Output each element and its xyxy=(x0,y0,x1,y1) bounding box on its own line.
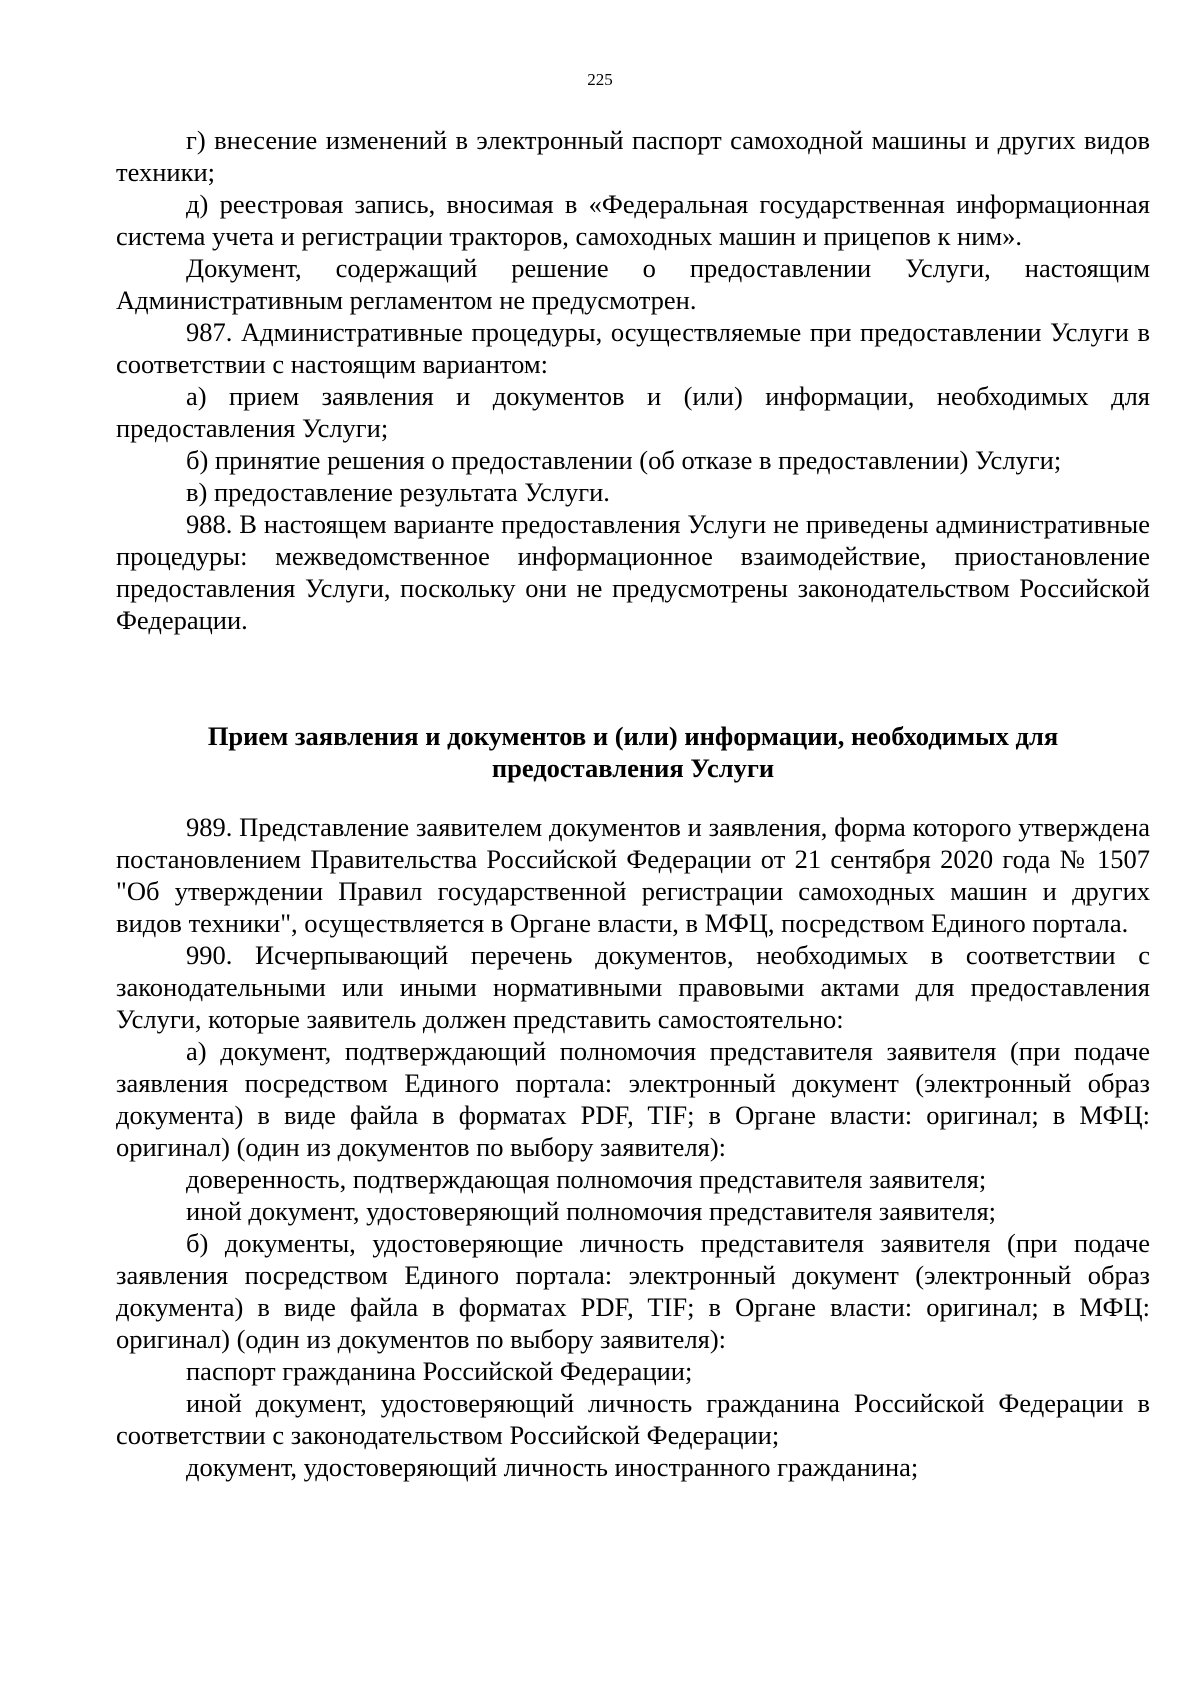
paragraph-987: 987. Административные процедуры, осуществляемые при предоставлении Услуги в соответствии с настоящим вариантом: xyxy=(116,317,1150,379)
paragraph: Документ, содержащий решение о предоставлении Услуги, настоящим Административным регламентом не предусмотрен. xyxy=(116,253,1150,315)
paragraph-990: 990. Исчерпывающий перечень документов, необходимых в соответствии с законодательными или иными нормативными правовыми актами для предоставления Услуги, которые заявитель должен представить самостоятельно: xyxy=(116,940,1150,1034)
paragraph: а) прием заявления и документов и (или) информации, необходимых для предоставления Услуги; xyxy=(116,381,1150,443)
text-block-top xyxy=(116,124,1150,636)
text-block-bottom xyxy=(116,811,1150,1483)
section-heading: Прием заявления и документов и (или) информации, необходимых для предоставления Услуги xyxy=(207,721,1059,783)
paragraph-988: 988. В настоящем варианте предоставления Услуги не приведены административные процедуры: межведомственное информационное взаимодействие, приостановление предоставления Услуги, поскольку они не предусмотрены законодательством Российской Федерации. xyxy=(116,509,1150,635)
paragraph: паспорт гражданина Российской Федерации; xyxy=(186,1356,693,1386)
paragraph: д) реестровая запись, вносимая в «Федеральная государственная информационная система учета и регистрации тракторов, самоходных машин и прицепов к ним». xyxy=(116,189,1150,251)
paragraph: б) документы, удостоверяющие личность представителя заявителя (при подаче заявления посредством Единого портала: электронный документ (электронный образ документа) в виде файла в форматах PDF, TIF; в Органе власти: оригинал; в МФЦ: оригинал) (один из документов по выбору заявителя): xyxy=(116,1228,1150,1354)
paragraph: иной документ, удостоверяющий полномочия представителя заявителя; xyxy=(186,1196,997,1226)
paragraph-989: 989. Представление заявителем документов и заявления, форма которого утверждена постановлением Правительства Российской Федерации от 21 сентября 2020 года № 1507 "Об утверждении Правил государственной регистрации самоходных машин и других видов техники", осуществляется в Органе власти, в МФЦ, посредством Единого портала. xyxy=(116,812,1150,938)
paragraph: иной документ, удостоверяющий личность гражданина Российской Федерации в соответствии с законодательством Российской Федерации; xyxy=(116,1388,1150,1450)
paragraph: а) документ, подтверждающий полномочия представителя заявителя (при подаче заявления посредством Единого портала: электронный документ (электронный образ документа) в виде файла в форматах PDF, TIF; в Органе власти: оригинал; в МФЦ: оригинал) (один из документов по выбору заявителя): xyxy=(116,1036,1150,1162)
paragraph: в) предоставление результата Услуги. xyxy=(186,477,610,507)
paragraph: доверенность, подтверждающая полномочия представителя заявителя; xyxy=(186,1164,987,1194)
paragraph: г) внесение изменений в электронный паспорт самоходной машины и других видов техники; xyxy=(116,125,1150,187)
paragraph: б) принятие решения о предоставлении (об отказе в предоставлении) Услуги; xyxy=(186,445,1062,475)
page-number: 225 xyxy=(587,70,613,89)
paragraph: документ, удостоверяющий личность иностранного гражданина; xyxy=(186,1452,919,1482)
